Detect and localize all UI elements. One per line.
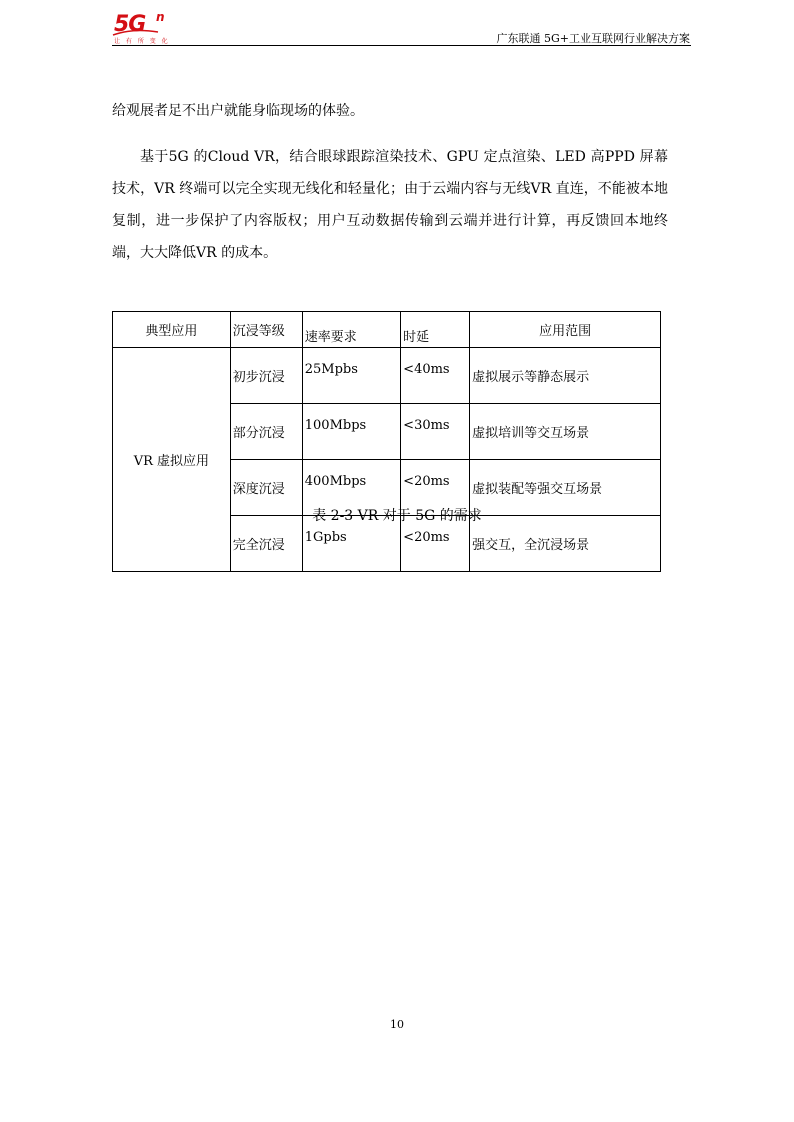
- app-cell: VR 虚拟应用: [113, 348, 231, 572]
- header-cell-app: 典型应用: [113, 312, 231, 348]
- paragraph-1: 给观展者足不出户就能身临现场的体验。: [112, 103, 364, 119]
- brand-logo: [112, 12, 172, 46]
- latency-cell: <30ms: [401, 404, 470, 460]
- rate-cell: 1Gpbs: [302, 516, 400, 572]
- scope-cell: 强交互，全沉浸场景: [470, 516, 661, 572]
- header-cell-scope: 应用范围: [470, 312, 661, 348]
- rate-cell: 100Mbps: [302, 404, 400, 460]
- latency-cell: <40ms: [401, 348, 470, 404]
- scope-cell: 虚拟装配等强交互场景: [470, 460, 661, 516]
- logo-text: 5G: [114, 12, 146, 37]
- level-cell: 完全沉浸: [230, 516, 302, 572]
- level-cell: 初步沉浸: [230, 348, 302, 404]
- rate-cell: 25Mpbs: [302, 348, 400, 404]
- logo-slogan: 让 有 所 变 化: [114, 38, 170, 45]
- table-caption: 表 2-3 VR 对于 5G 的需求: [312, 508, 482, 524]
- paragraph-2: 基于5G 的Cloud VR，结合眼球跟踪渲染技术、GPU 定点渲染、LED 高PPD 屏幕技术，VR 终端可以完全实现无线化和轻量化；由于云端内容与无线VR 直连，不能被本地复制，进一步保护了内容版权；用户互动数据传输到云端并进行计算，再反馈回本地终端，大大降低VR 的成本。: [112, 149, 668, 261]
- level-cell: 部分沉浸: [230, 404, 302, 460]
- header-title: 广东联通 5G+工业互联网行业解决方案: [496, 32, 690, 45]
- scope-cell: 虚拟展示等静态展示: [470, 348, 661, 404]
- page-number: 10: [390, 1018, 404, 1031]
- header-cell-rate: 速率要求: [302, 312, 400, 348]
- rate-cell: 400Mbps: [302, 460, 400, 516]
- scope-cell: 虚拟培训等交互场景: [470, 404, 661, 460]
- latency-cell: <20ms: [401, 516, 470, 572]
- vr-requirements-table: [112, 311, 661, 572]
- table-row: [113, 348, 661, 404]
- level-cell: 深度沉浸: [230, 460, 302, 516]
- latency-cell: <20ms: [401, 460, 470, 516]
- logo-superscript: n: [156, 10, 165, 24]
- header-cell-level: 沉浸等级: [230, 312, 302, 348]
- header-cell-latency: 时延: [401, 312, 470, 348]
- header-divider: [112, 45, 691, 46]
- table-header-row: [113, 312, 661, 348]
